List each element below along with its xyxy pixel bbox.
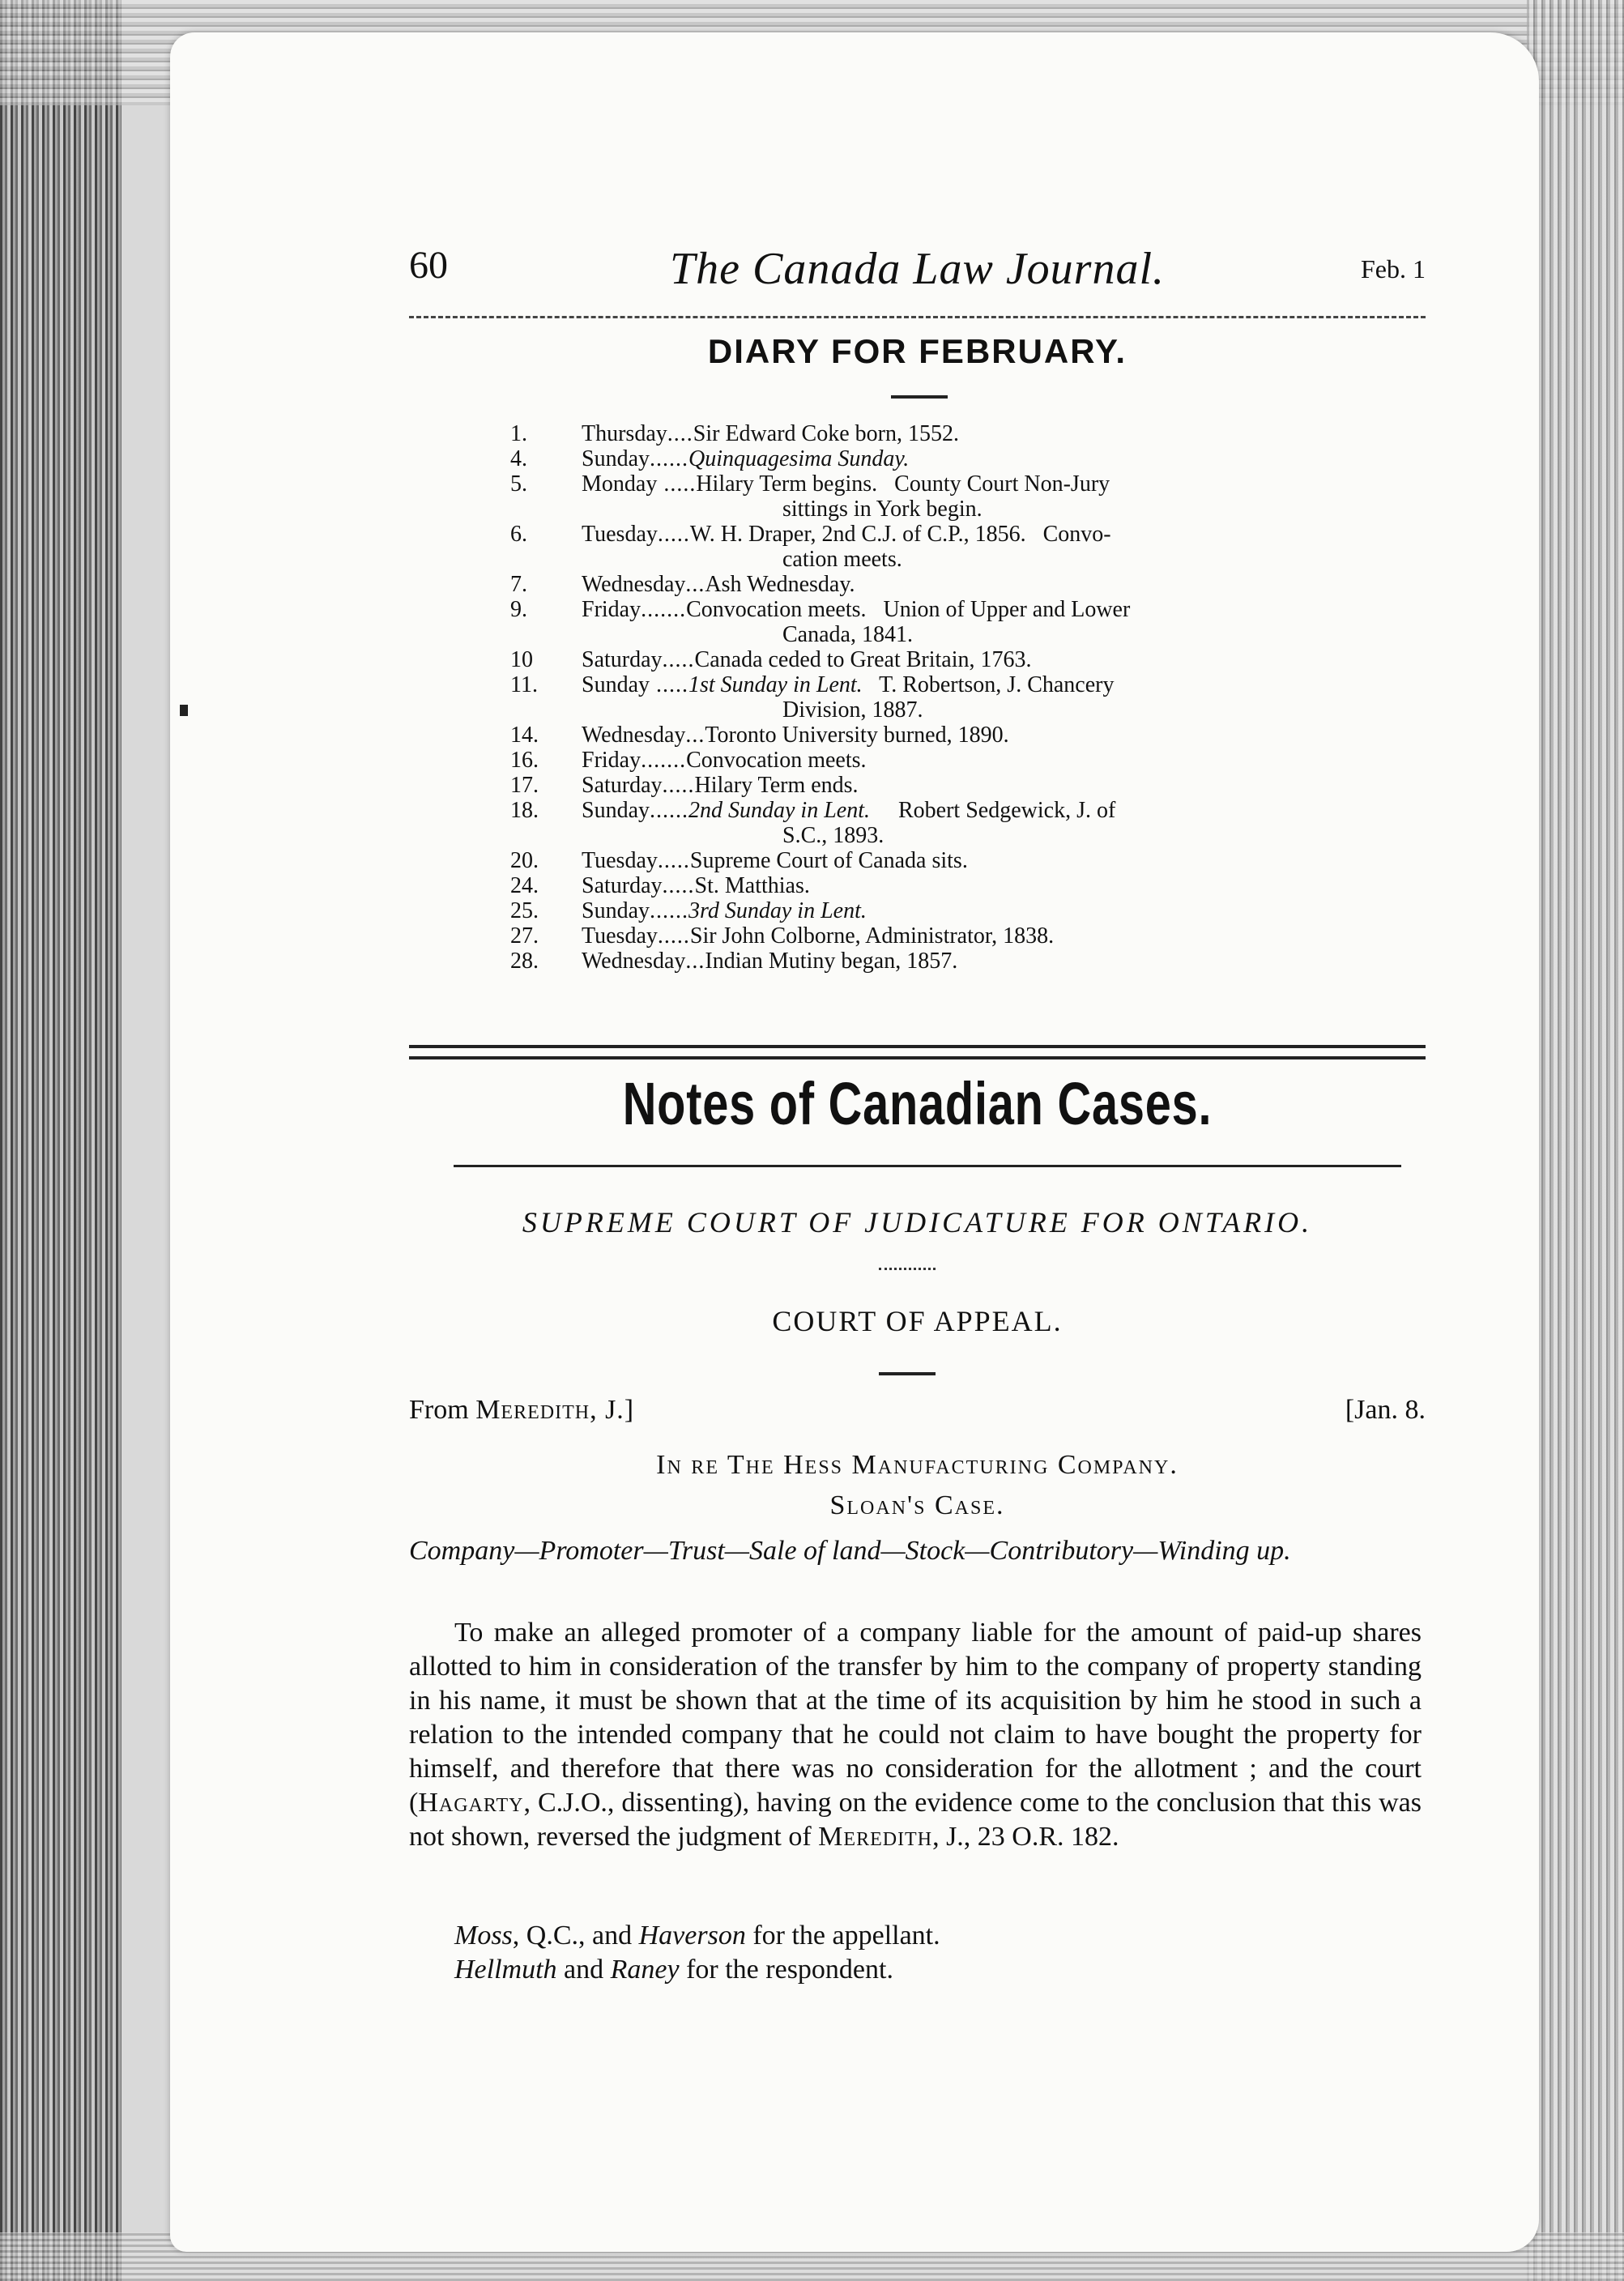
- diary-entry-day: Saturday: [582, 773, 663, 798]
- diary-entry-continuation: Canada, 1841.: [782, 622, 913, 647]
- counsel-respondent-end: for the respondent.: [679, 1955, 893, 1985]
- diary-entry-text: Sir John Colborne, Administrator, 1838.: [689, 923, 1055, 949]
- diary-entry: [510, 848, 1328, 873]
- page-date: Feb. 1: [1361, 254, 1426, 284]
- diary-entry-number: 16.: [510, 748, 539, 773]
- diary-entry-number: 5.: [510, 471, 527, 497]
- diary-entry-continuation: Division, 1887.: [782, 697, 923, 723]
- diary-entry-day: Sunday: [582, 898, 650, 923]
- diary-entry-number: 6.: [510, 522, 527, 547]
- diary-entry-leader: ......: [650, 898, 688, 923]
- from-prefix: From: [409, 1395, 469, 1425]
- diary-entry: [510, 898, 1328, 923]
- diary-entry-text: W. H. Draper, 2nd C.J. of C.P., 1856. Convo-: [689, 522, 1111, 547]
- counsel-respondent-name-2: Raney: [610, 1955, 680, 1985]
- diary-entry-italic: 3rd Sunday in Lent.: [688, 898, 867, 923]
- diary-entry: [510, 572, 1328, 597]
- from-judge: Meredith, J.]: [475, 1395, 635, 1425]
- case-name: In re The Hess Manufacturing Company.: [656, 1450, 1179, 1480]
- counsel-appellant-end: for the appellant.: [745, 1921, 940, 1951]
- diary-entry: [510, 923, 1328, 949]
- counsel-respondent-mid: and: [556, 1955, 611, 1985]
- headnote-judge-1: Hagarty: [418, 1788, 524, 1818]
- from-line: [409, 1395, 1426, 1426]
- diary-entry-text: St. Matthias.: [694, 873, 810, 898]
- diary-entry-day: Tuesday: [582, 522, 658, 547]
- diary-entry-leader: .....: [662, 873, 695, 898]
- diary-entry-leader: ...: [685, 723, 705, 748]
- diary-title-rule: [891, 395, 948, 399]
- diary-entry-continuation: sittings in York begin.: [782, 497, 982, 522]
- diary-entry-leader: ....: [667, 421, 693, 446]
- diary-entry-text: Supreme Court of Canada sits.: [689, 848, 968, 873]
- case-topics: Company—Promoter—Trust—Sale of land—Stock—Contributory—Winding up.: [409, 1536, 1291, 1566]
- diary-entry-day: Saturday: [582, 647, 663, 672]
- page-number: 60: [409, 244, 448, 287]
- diary-entry-continuation: cation meets.: [782, 547, 902, 572]
- diary-entry: [510, 471, 1328, 522]
- diary-entry-leader: .......: [641, 597, 687, 622]
- binding-mark: [180, 705, 188, 716]
- diary-entry: [510, 647, 1328, 672]
- diary-entry: [510, 873, 1328, 898]
- diary-entry-number: 1.: [510, 421, 527, 446]
- diary-entry: [510, 522, 1328, 572]
- decision-date: [Jan. 8.: [1345, 1395, 1426, 1425]
- counsel-appellant-name-1: Moss: [454, 1921, 513, 1951]
- diary-entry-leader: .....: [650, 672, 688, 697]
- diary-entry-day: Sunday: [582, 446, 650, 471]
- diary-entry-number: 11.: [510, 672, 538, 697]
- diary-entry: [510, 597, 1328, 647]
- notes-title-rule: [454, 1165, 1401, 1167]
- diary-entry: [510, 773, 1328, 798]
- diary-entry-day: Wednesday: [582, 572, 686, 597]
- diary-entry-number: 28.: [510, 949, 539, 974]
- diary-entry-text: Sir Edward Coke born, 1552.: [693, 421, 959, 446]
- scan-right-edge: [1527, 0, 1624, 2281]
- diary-entry-leader: ......: [650, 446, 688, 471]
- journal-title: The Canada Law Journal.: [669, 244, 1166, 294]
- diary-entry-number: 17.: [510, 773, 539, 798]
- diary-entry: [510, 723, 1328, 748]
- diary-entry-day: Sunday: [582, 798, 650, 823]
- header-rule: [409, 316, 1426, 318]
- diary-entry-number: 4.: [510, 446, 527, 471]
- diary-entry: [510, 446, 1328, 471]
- diary-entry-day: Wednesday: [582, 723, 686, 748]
- diary-entry: [510, 949, 1328, 974]
- section-double-rule: [409, 1045, 1426, 1059]
- diary-entry-day: Friday: [582, 597, 642, 622]
- counsel-appellant-mid: , Q.C., and: [512, 1921, 639, 1951]
- counsel-respondent-name-1: Hellmuth: [454, 1955, 557, 1985]
- diary-entry-day: Friday: [582, 748, 642, 773]
- diary-entry-day: Wednesday: [582, 949, 686, 974]
- diary-entry-italic: Quinquagesima Sunday.: [688, 446, 910, 471]
- diary-entry-day: Saturday: [582, 873, 663, 898]
- diary-entry-text: Hilary Term begins. County Court Non-Jury: [696, 471, 1110, 497]
- diary-entry-leader: ...: [685, 949, 705, 974]
- scan-left-edge: [0, 0, 121, 2281]
- diary-entry-day: Tuesday: [582, 923, 658, 949]
- diary-entry: [510, 798, 1328, 848]
- diary-entry-rest: Robert Sedgewick, J. of: [870, 798, 1116, 823]
- headnote-part-1: To make an alleged promoter of a company liable for the amount of paid-up shares allotted to him in consideration of the transfer by him to the company of property standing in his name, it must be shown that at the time of its acquisition by him he stood in such a relation to the intended company that he could not claim to have bought the property for himself, and therefore that there was no consideration for the allotment ; and the court (: [409, 1618, 1422, 1818]
- diary-entry: [510, 421, 1328, 446]
- diary-entry-number: 14.: [510, 723, 539, 748]
- diary-entry-text: Indian Mutiny began, 1857.: [705, 949, 958, 974]
- diary-entry-leader: ...: [685, 572, 705, 597]
- diary-entry-number: 25.: [510, 898, 539, 923]
- diary-entry-italic: 2nd Sunday in Lent.: [688, 798, 870, 823]
- case-subtitle: Sloan's Case.: [829, 1490, 1005, 1520]
- diary-entry-leader: .....: [657, 471, 697, 497]
- diary-entry-number: 24.: [510, 873, 539, 898]
- diary-entry-number: 27.: [510, 923, 539, 949]
- diary-entry: [510, 672, 1328, 723]
- diary-entry-leader: .....: [657, 848, 690, 873]
- diary-entry-day: Tuesday: [582, 848, 658, 873]
- diary-entry-text: Ash Wednesday.: [705, 572, 855, 597]
- diary-entry-italic: 1st Sunday in Lent.: [688, 672, 863, 697]
- diary-entry-number: 7.: [510, 572, 527, 597]
- diary-entry-day: Thursday: [582, 421, 667, 446]
- diary-entry-day: Sunday: [582, 672, 650, 697]
- diary-list: [510, 421, 1328, 974]
- diary-entry-continuation: S.C., 1893.: [782, 823, 884, 848]
- diary-entry-text: Toronto University burned, 1890.: [705, 723, 1009, 748]
- diary-entry-text: Hilary Term ends.: [694, 773, 859, 798]
- diary-entry-leader: .....: [662, 773, 695, 798]
- division-heading: COURT OF APPEAL.: [772, 1305, 1063, 1337]
- diary-entry-number: 18.: [510, 798, 539, 823]
- counsel-respondent: [409, 1953, 1467, 1987]
- diary-entry-text: Convocation meets. Union of Upper and Lower: [686, 597, 1131, 622]
- diary-entry-number: 10: [510, 647, 533, 672]
- counsel-appellant: [409, 1919, 1467, 1953]
- diary-entry-leader: .....: [662, 647, 695, 672]
- notes-title: Notes of Canadian Cases.: [622, 1070, 1213, 1137]
- division-rule: [879, 1372, 936, 1375]
- counsel-appellant-name-2: Haverson: [638, 1921, 746, 1951]
- case-headnote: [409, 1616, 1422, 1854]
- diary-entry-number: 20.: [510, 848, 539, 873]
- diary-entry-leader: .....: [657, 923, 690, 949]
- diary-entry-day: Monday: [582, 471, 658, 497]
- headnote-judge-2: Meredith: [818, 1822, 933, 1852]
- diary-entry-leader: .....: [657, 522, 690, 547]
- diary-entry-leader: .......: [641, 748, 687, 773]
- diary-entry-number: 9.: [510, 597, 527, 622]
- diary-entry-text: Canada ceded to Great Britain, 1763.: [694, 647, 1032, 672]
- headnote-part-3: , J., 23 O.R. 182.: [932, 1822, 1119, 1852]
- court-heading: SUPREME COURT OF JUDICATURE FOR ONTARIO.: [522, 1206, 1313, 1239]
- headnote-part-2: , C.J.O., dissenting), having on the evidence come to the conclusion that this was not shown, reversed the judgment of: [409, 1788, 1422, 1852]
- page-header: [409, 243, 1426, 308]
- dotted-separator: [879, 1268, 936, 1270]
- diary-entry-leader: ......: [650, 798, 688, 823]
- diary-entry-rest: T. Robertson, J. Chancery: [862, 672, 1115, 697]
- diary-entry-text: Convocation meets.: [686, 748, 867, 773]
- diary-entry: [510, 748, 1328, 773]
- diary-title: DIARY FOR FEBRUARY.: [707, 332, 1127, 370]
